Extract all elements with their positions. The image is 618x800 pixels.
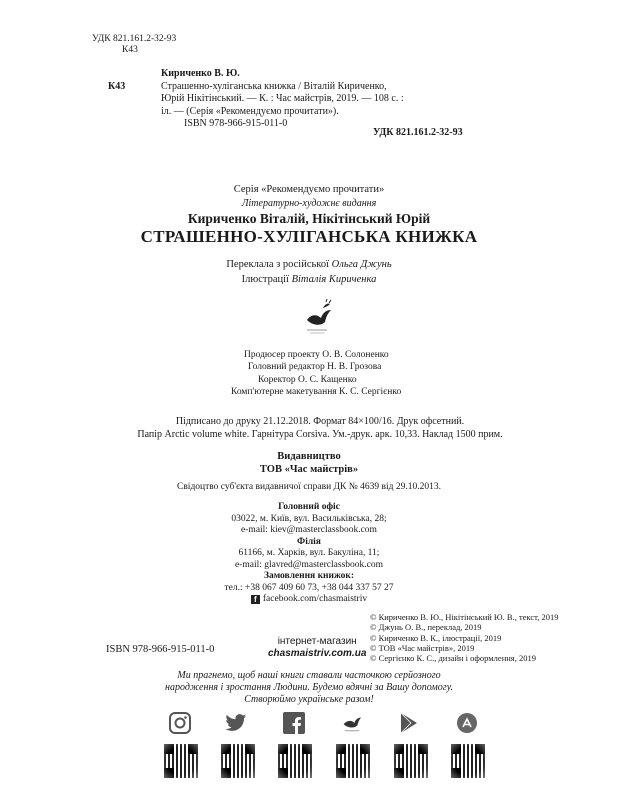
facebook-line[interactable] xyxy=(0,594,618,606)
orders-label: Замовлення книжок: xyxy=(263,571,355,581)
publisher-label: Видавництво xyxy=(277,451,341,462)
app-store-icon[interactable] xyxy=(455,711,479,735)
google-play-icon[interactable] xyxy=(397,711,421,735)
phones: тел.: +38 067 409 60 73, +38 044 337 57 27 xyxy=(224,582,394,593)
branch-label: Філія xyxy=(297,536,321,547)
copyright-list xyxy=(370,612,558,663)
publisher-name: ТОВ «Час майстрів» xyxy=(259,463,359,475)
twitter-icon[interactable] xyxy=(224,711,248,735)
copyright-line: © Джунь О. В., переклад, 2019 xyxy=(370,622,482,633)
head-office-address: 03022, м. Київ, вул. Васильківська, 28; xyxy=(231,513,387,524)
qr-code[interactable] xyxy=(278,744,312,778)
copyright-line: © Сергієнко К. С., дизайн і оформлення, 2019 xyxy=(370,653,536,664)
record-desc-line1: Страшенно-хуліганська книжка / Віталій Кириченко, xyxy=(161,80,387,92)
slogan-line3: Створюймо українське разом! xyxy=(244,694,374,705)
facebook-small-icon: f xyxy=(251,595,260,604)
series-line: Серія «Рекомендуємо прочитати» xyxy=(233,184,385,195)
illustrator-line xyxy=(0,274,618,285)
illustrator-name: Віталія Кириченка xyxy=(291,274,377,285)
head-office-label: Головний офіс xyxy=(278,502,340,512)
genre-line: Літературно-художнє видання xyxy=(241,198,377,209)
record-code: К43 xyxy=(108,81,126,92)
record-author: Кириченко В. Ю. xyxy=(161,68,240,79)
contacts-block xyxy=(0,502,618,606)
book-title: СТРАШЕННО-ХУЛІГАНСЬКА КНИЖКА xyxy=(140,227,478,246)
staff-editor: Головний редактор Н. В. Грозова xyxy=(248,362,382,373)
slogan-line2: народження і зростання Людини. Будемо вдячні за Вашу допомогу. xyxy=(164,682,453,693)
slogan-line1: Ми прагнемо, щоб наші книги ставали часточкою серйозного xyxy=(177,670,441,681)
head-office-email[interactable]: e-mail: kiev@masterclassbook.com xyxy=(241,525,377,535)
qr-code[interactable] xyxy=(451,744,485,778)
branch-address: 61166, м. Харків, вул. Бакуліна, 11; xyxy=(238,548,380,558)
print-line2: Папір Arctic volume white. Гарнітура Corsiva. Ум.-друк. арк. 10,33. Наклад 1500 прим. xyxy=(137,428,503,440)
facebook-icon[interactable] xyxy=(282,711,306,735)
shop-label: інтернет-магазин xyxy=(277,636,357,647)
bibliographic-record xyxy=(108,68,501,131)
copyright-line: © Кириченко В. К., ілюстрації, 2019 xyxy=(370,632,502,643)
qr-code[interactable] xyxy=(164,744,198,778)
record-desc-line2: Юрій Нікітінський. — К. : Час майстрів, 2019. — 108 с. : xyxy=(161,93,404,104)
copyright-line: © ТОВ «Час майстрів», 2019 xyxy=(370,642,475,653)
staff-list xyxy=(231,349,402,398)
branch-email[interactable]: e-mail: glavred@masterclassbook.com xyxy=(234,559,384,570)
publisher-logo xyxy=(297,298,337,338)
qr-code[interactable] xyxy=(336,744,370,778)
udk-right: УДК 821.161.2-32-93 xyxy=(373,127,463,138)
online-shop xyxy=(268,636,366,659)
qr-code[interactable] xyxy=(221,744,255,778)
qr-code[interactable] xyxy=(394,744,428,778)
publisher-logo-icon[interactable] xyxy=(340,711,364,735)
certificate-line: Свідоцтво суб'єкта видавничої справи ДК № 4639 від 29.10.2013. xyxy=(176,482,441,492)
isbn-bottom: ISBN 978-966-915-011-0 xyxy=(106,644,215,655)
author-mark: К43 xyxy=(122,45,138,55)
facebook-url[interactable]: facebook.com/chasmaistriv xyxy=(262,594,368,604)
slogan-block xyxy=(0,670,618,706)
udk-header xyxy=(92,34,176,56)
social-icons-row xyxy=(0,711,618,741)
qr-codes-row xyxy=(0,744,618,786)
bird-logo-icon xyxy=(297,298,337,338)
staff-proofreader: Коректор О. С. Кащенко xyxy=(258,374,357,385)
authors-line: Кириченко Віталій, Нікітінський Юрій xyxy=(187,211,431,226)
record-isbn: ISBN 978-966-915-011-0 xyxy=(184,118,288,129)
shop-url[interactable]: chasmaistriv.com.ua xyxy=(268,647,367,659)
udk-code: УДК 821.161.2-32-93 xyxy=(92,34,177,44)
instagram-icon[interactable] xyxy=(168,711,192,735)
record-desc-line3: іл. — (Серія «Рекомендуємо прочитати»). xyxy=(161,105,339,117)
print-line1: Підписано до друку 21.12.2018. Формат 84×100/16. Друк офсетний. xyxy=(175,416,465,427)
translator-line xyxy=(0,259,618,270)
translator-name: Ольга Джунь xyxy=(331,259,392,270)
translator-label: Переклала з російської xyxy=(226,259,330,270)
staff-producer: Продюсер проекту О. В. Солоненко xyxy=(244,350,389,360)
publisher-block xyxy=(0,451,618,476)
illustrator-label: Ілюстрації xyxy=(241,274,289,285)
copyright-line: © Кириченко В. Ю., Нікітінський Ю. В., текст, 2019 xyxy=(370,612,559,622)
staff-layout: Комп'ютерне макетування К. С. Сергієнко xyxy=(231,386,402,397)
print-details xyxy=(100,416,540,441)
